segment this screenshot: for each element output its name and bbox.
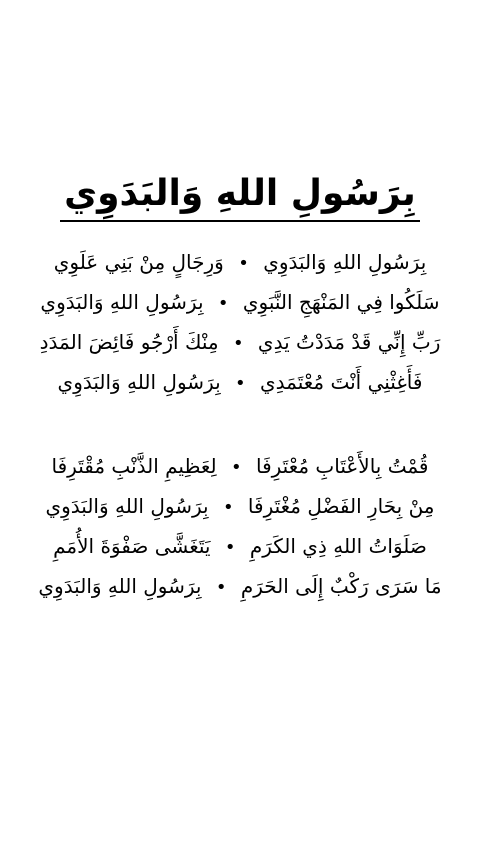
hemistich-right: مَا سَرَى رَكْبٌ إِلَى الحَرَمِ	[240, 574, 442, 598]
hemistich-right: صَلَوَاتُ اللهِ ذِي الكَرَمِ	[249, 534, 427, 558]
hemistich-right: فَأَغِثْنِي أَنْتَ مُعْتَمَدِي	[259, 370, 423, 394]
separator-dot: •	[215, 577, 227, 598]
poem-title	[0, 168, 480, 222]
separator-dot: •	[230, 457, 242, 478]
hemistich-right: بِرَسُولِ اللهِ وَالبَدَوِي	[263, 250, 427, 274]
verse-line-4	[18, 362, 462, 402]
hemistich-left: لِعَظِيمِ الذَّنْبِ مُقْتَرِفَا	[51, 454, 217, 478]
verse-line-2	[18, 282, 462, 322]
hemistich-left: بِرَسُولِ اللهِ وَالبَدَوِي	[40, 290, 204, 314]
separator-dot: •	[217, 293, 229, 314]
separator-dot: •	[222, 497, 234, 518]
verse-line-3	[18, 322, 462, 362]
verse-line-8	[18, 566, 462, 606]
hemistich-right: قُمْتُ بِالأَعْتَابِ مُعْتَرِفَا	[255, 454, 429, 478]
separator-dot: •	[235, 373, 246, 394]
hemistich-left: مِنْكَ أَرْجُو فَائِضَ المَدَدِ	[39, 330, 219, 354]
stanza-1	[18, 242, 462, 402]
hemistich-left: بِرَسُولِ اللهِ وَالبَدَوِي	[38, 574, 202, 598]
hemistich-left: بِرَسُولِ اللهِ وَالبَدَوِي	[45, 494, 209, 518]
separator-dot: •	[238, 253, 249, 274]
verse-line-1	[18, 242, 462, 282]
verse-line-5	[18, 446, 462, 486]
hemistich-right: رَبِّ إِنِّي قَدْ مَدَدْتُ يَدِي	[257, 330, 441, 354]
poem-title-text: بِرَسُولِ اللهِ وَالبَدَوِي	[60, 168, 420, 222]
hemistich-left: يَتَغَشَّى صَفْوَةَ الأُمَمِ	[53, 534, 211, 558]
verse-line-7	[18, 526, 462, 566]
separator-dot: •	[232, 333, 244, 354]
separator-dot: •	[224, 537, 236, 558]
hemistich-right: سَلَكُوا فِي المَنْهَجِ النَّبَوِي	[242, 290, 440, 314]
hemistich-right: مِنْ بِحَارِ الفَضْلِ مُغْتَرِفَا	[247, 494, 435, 518]
stanza-2	[18, 446, 462, 606]
hemistich-left: بِرَسُولِ اللهِ وَالبَدَوِي	[57, 370, 221, 394]
hemistich-left: وَرِجَالٍ مِنْ بَنِي عَلَوِي	[53, 250, 224, 274]
verse-line-6	[18, 486, 462, 526]
